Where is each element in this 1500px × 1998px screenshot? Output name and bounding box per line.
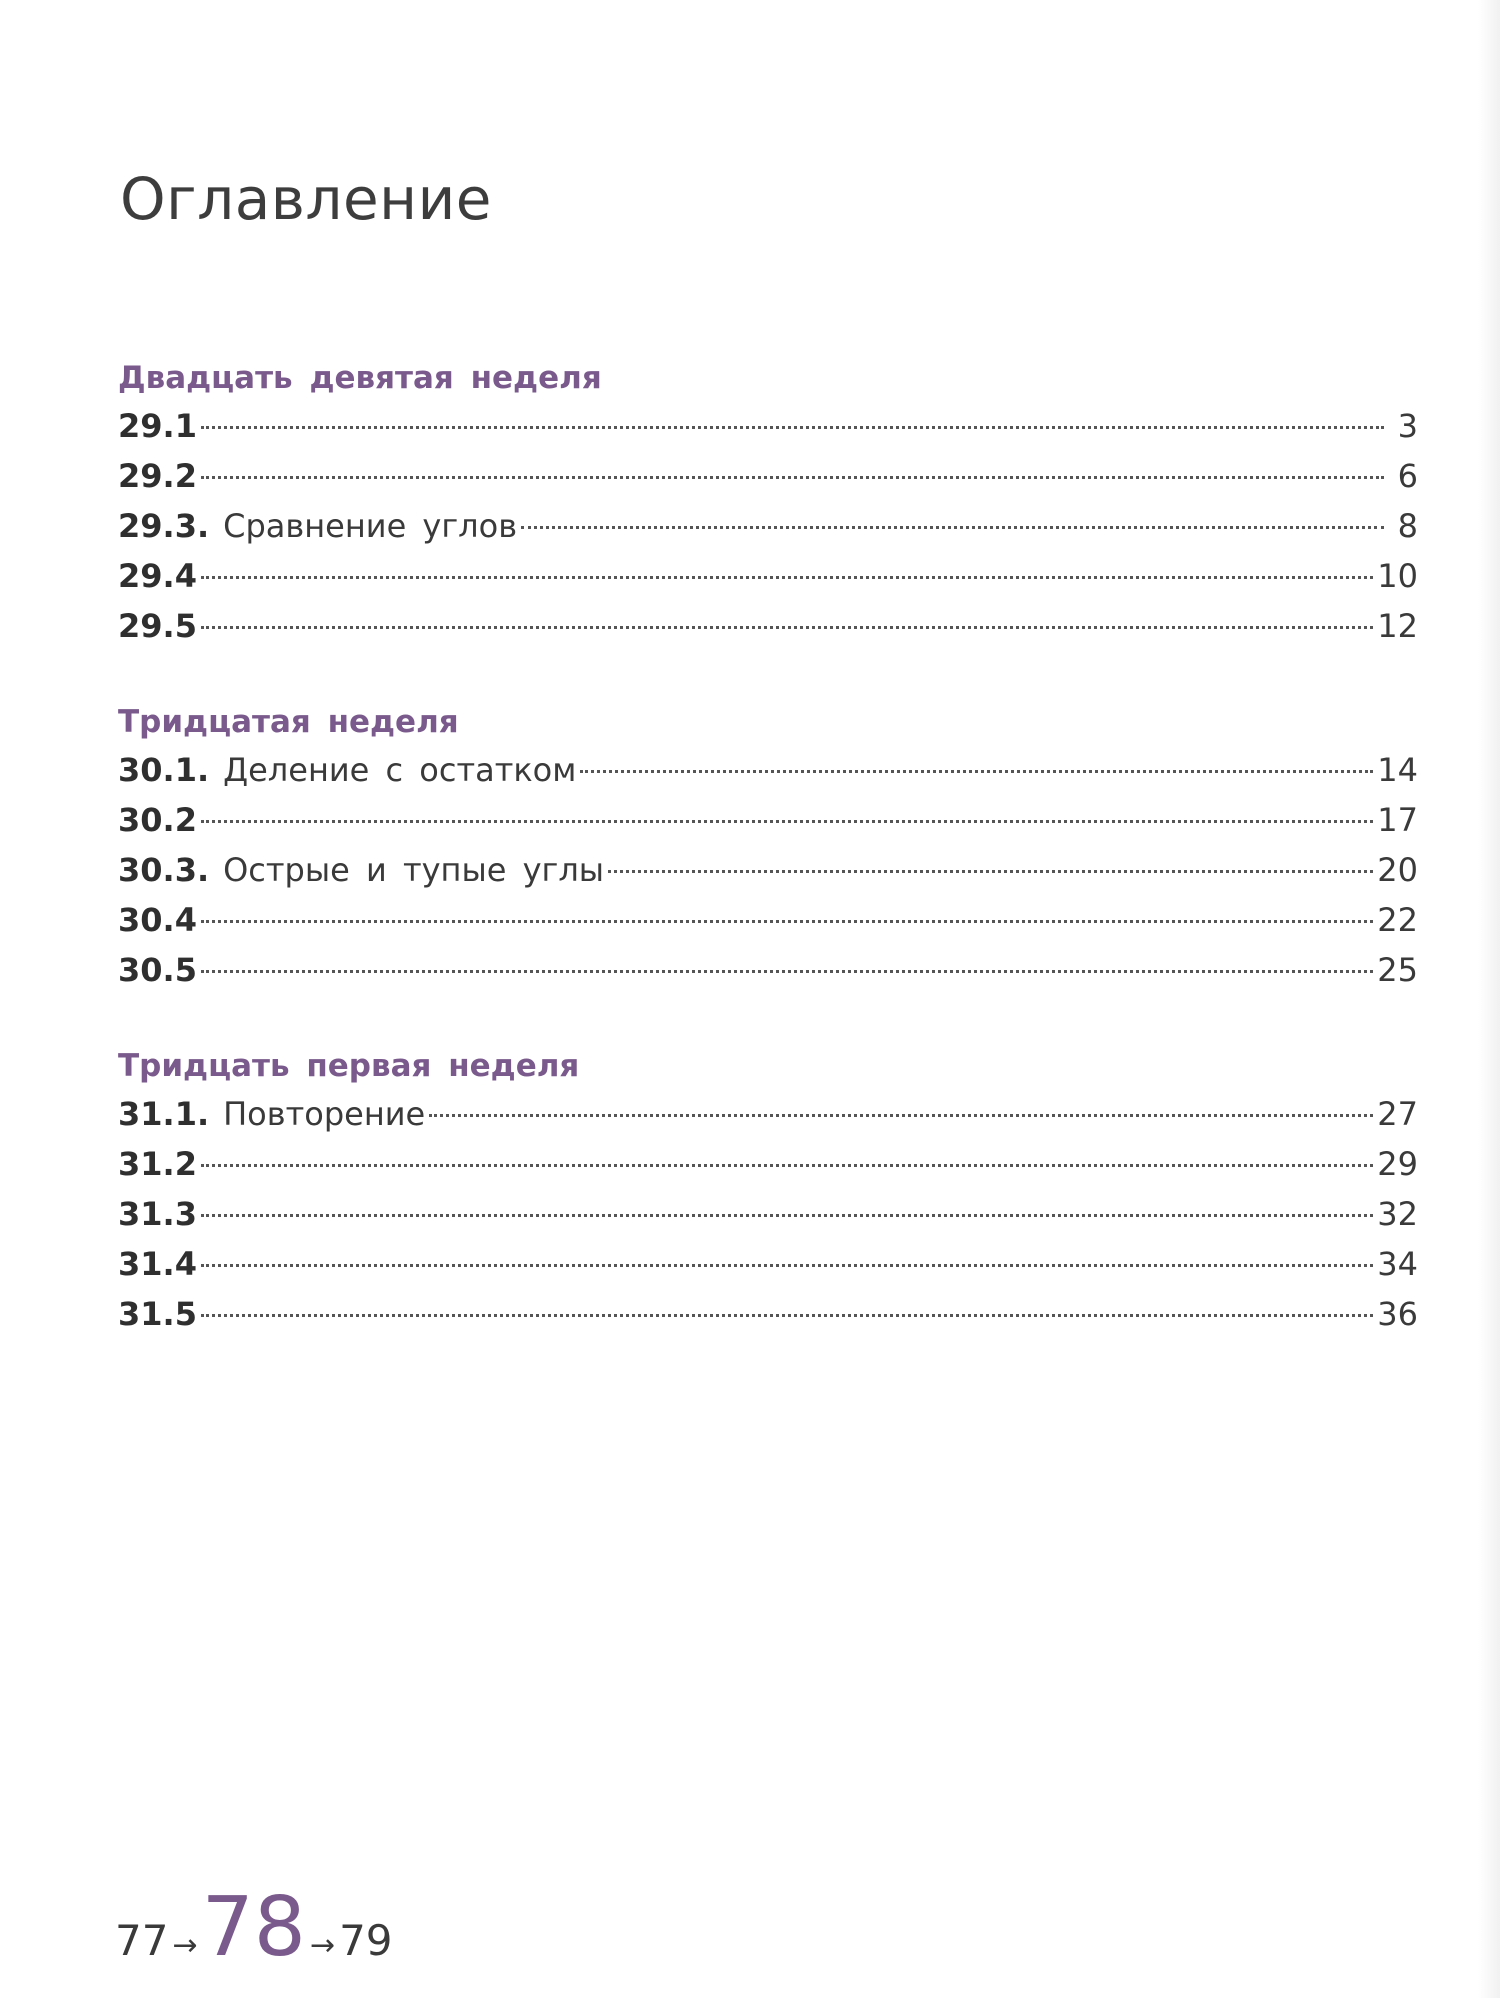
- entry-number: 30.1.: [118, 751, 210, 789]
- entry-number: 29.1: [118, 407, 197, 445]
- toc-entry[interactable]: [118, 1089, 1418, 1139]
- toc-entry[interactable]: [118, 551, 1418, 601]
- section-heading: Двадцать девятая неделя: [118, 360, 602, 396]
- entry-page: 20: [1377, 851, 1418, 889]
- entry-page: 14: [1377, 751, 1418, 789]
- entry-page: 29: [1377, 1145, 1418, 1183]
- toc-entry[interactable]: [118, 1239, 1418, 1289]
- toc-entry[interactable]: [118, 401, 1418, 451]
- prev-page-number: 77: [115, 1916, 169, 1965]
- entry-page: 12: [1377, 607, 1418, 645]
- dot-leader: [201, 970, 1373, 973]
- toc-section-week-31: [118, 1043, 1418, 1339]
- dot-leader: [201, 576, 1373, 579]
- dot-leader: [201, 1164, 1373, 1167]
- entry-number: 31.2: [118, 1145, 197, 1183]
- entry-number: 30.2: [118, 801, 197, 839]
- toc-entry[interactable]: [118, 1289, 1418, 1339]
- toc-entry[interactable]: [118, 845, 1418, 895]
- page-title: Оглавление: [120, 165, 492, 233]
- dot-leader: [201, 1314, 1373, 1317]
- entry-page: 22: [1377, 901, 1418, 939]
- entry-page: 6: [1397, 457, 1418, 495]
- entry-page: 36: [1377, 1295, 1418, 1333]
- toc-entry[interactable]: [118, 451, 1418, 501]
- toc-entry[interactable]: [118, 895, 1418, 945]
- entry-page: 8: [1397, 507, 1418, 545]
- entry-number: 31.5: [118, 1295, 197, 1333]
- toc-entry[interactable]: [118, 945, 1418, 995]
- entry-page: 3: [1397, 407, 1418, 445]
- arrow-right-icon: →: [172, 1928, 198, 1963]
- dot-leader: [201, 626, 1373, 629]
- entry-number: 29.4: [118, 557, 197, 595]
- toc-entry[interactable]: [118, 1139, 1418, 1189]
- page-edge-shadow: [1478, 0, 1500, 1998]
- next-page-number: 79: [339, 1916, 393, 1965]
- section-heading: Тридцать первая неделя: [118, 1048, 580, 1084]
- entry-number: 30.4: [118, 901, 197, 939]
- dot-leader: [201, 1214, 1373, 1217]
- entry-number: 31.4: [118, 1245, 197, 1283]
- toc-entry[interactable]: [118, 745, 1418, 795]
- entry-number: 31.3: [118, 1195, 197, 1233]
- entry-number: 30.5: [118, 951, 197, 989]
- toc-entry[interactable]: [118, 601, 1418, 651]
- dot-leader: [201, 476, 1384, 479]
- dot-leader: [521, 526, 1384, 529]
- entry-number: 29.5: [118, 607, 197, 645]
- entry-number: 29.2: [118, 457, 197, 495]
- toc-entry[interactable]: [118, 795, 1418, 845]
- current-page-number: 78: [201, 1880, 306, 1975]
- entry-number: 30.3.: [118, 851, 210, 889]
- entry-page: 10: [1377, 557, 1418, 595]
- entry-title: Повторение: [223, 1095, 426, 1133]
- entry-title: Деление с остатком: [223, 751, 577, 789]
- toc-section-week-30: [118, 699, 1418, 995]
- entry-page: 27: [1377, 1095, 1418, 1133]
- toc-entry[interactable]: [118, 501, 1418, 551]
- dot-leader: [608, 870, 1373, 873]
- dot-leader: [201, 426, 1384, 429]
- dot-leader: [201, 820, 1373, 823]
- dot-leader: [201, 920, 1373, 923]
- dot-leader: [429, 1114, 1373, 1117]
- entry-number: 31.1.: [118, 1095, 210, 1133]
- section-heading: Тридцатая неделя: [118, 704, 459, 740]
- page-number-footer: [115, 1880, 393, 1975]
- dot-leader: [201, 1264, 1373, 1267]
- table-of-contents: [118, 355, 1418, 1387]
- dot-leader: [580, 770, 1373, 773]
- entry-page: 25: [1377, 951, 1418, 989]
- entry-page: 34: [1377, 1245, 1418, 1283]
- entry-title: Сравнение углов: [223, 507, 518, 545]
- entry-number: 29.3.: [118, 507, 210, 545]
- toc-entry[interactable]: [118, 1189, 1418, 1239]
- entry-page: 32: [1377, 1195, 1418, 1233]
- toc-section-week-29: [118, 355, 1418, 651]
- entry-title: Острые и тупые углы: [223, 851, 605, 889]
- entry-page: 17: [1377, 801, 1418, 839]
- arrow-right-icon: →: [309, 1928, 336, 1963]
